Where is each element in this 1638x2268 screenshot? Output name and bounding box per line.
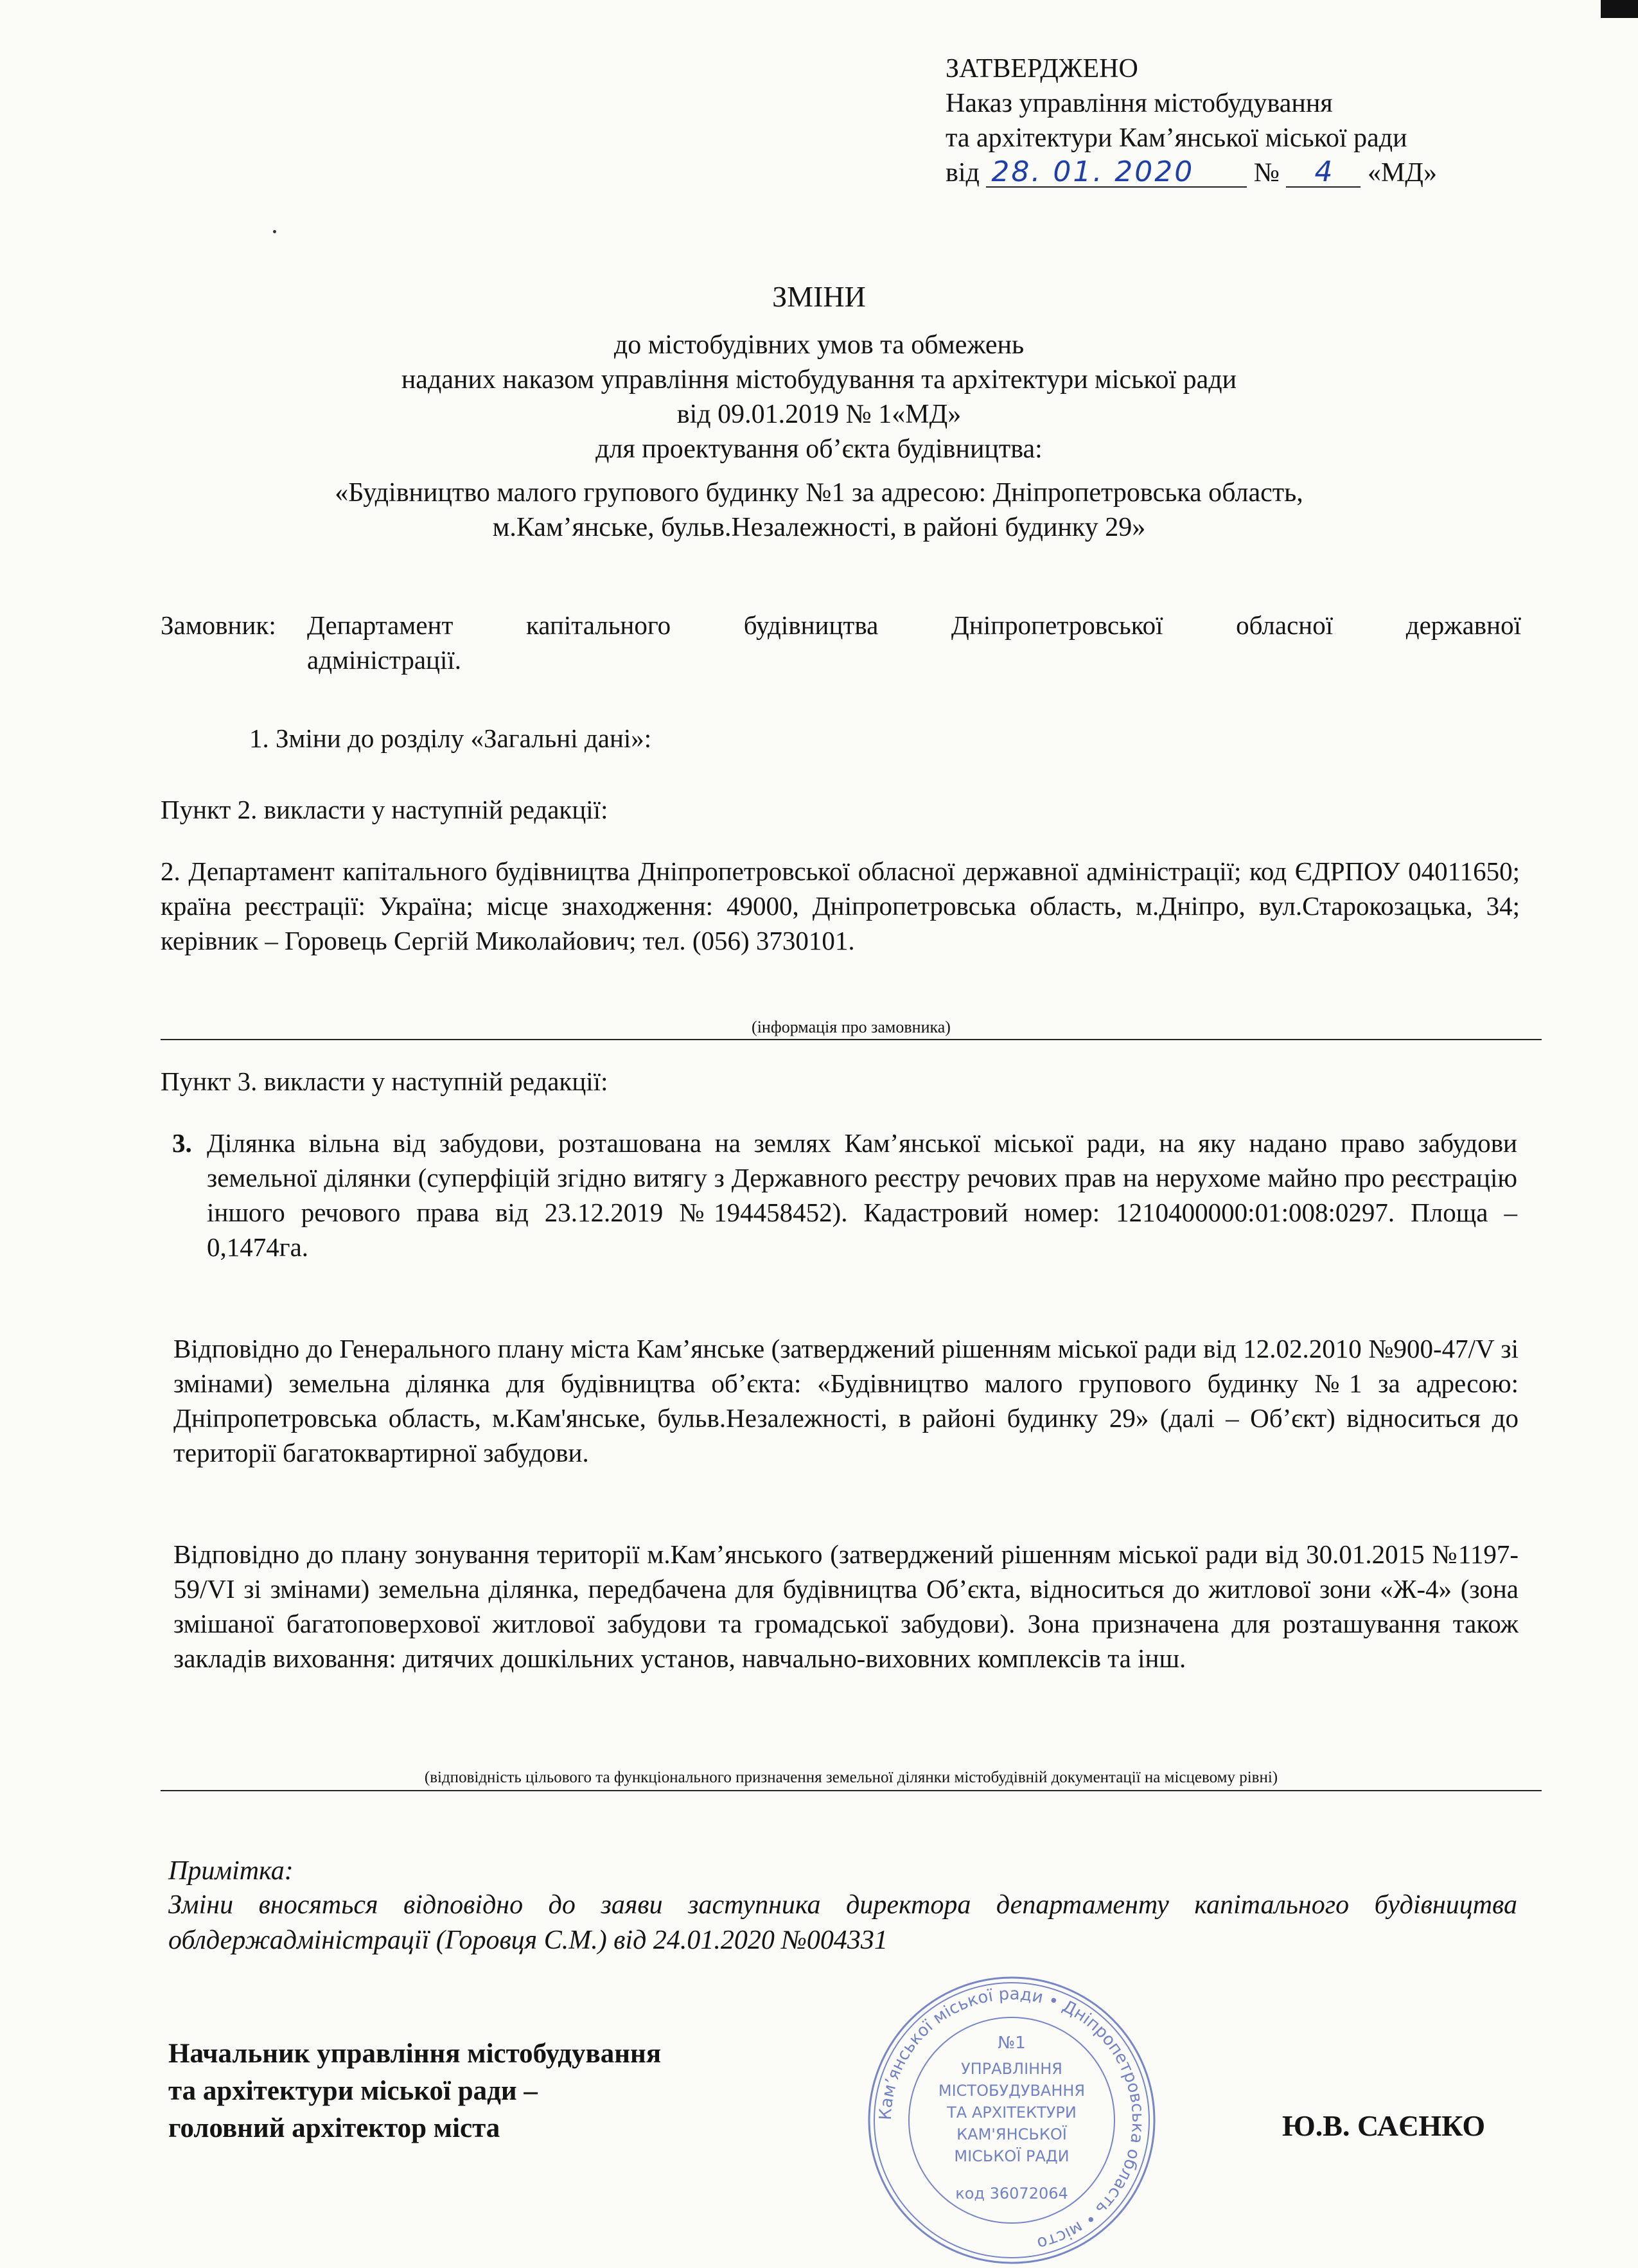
approval-line-1: Наказ управління містобудування <box>946 89 1333 118</box>
approval-number-suffix: «МД» <box>1367 158 1437 188</box>
customer-value-line-1: Департамент капітального будівництва Дніпропетровської обласної державної <box>307 610 1521 640</box>
approval-date-prefix: від <box>946 158 980 188</box>
point-2-heading: Пункт 2. викласти у наступній редакції: <box>161 795 608 824</box>
section-1-heading: 1. Зміни до розділу «Загальні дані»: <box>249 723 652 753</box>
object-name-line-2: м.Кам’янське, бульв.Незалежності, в районі будинку 29» <box>492 513 1146 542</box>
approval-handwritten-number: 4 <box>1286 158 1361 188</box>
point-2-caption: (інформація про замовника) <box>752 1018 951 1036</box>
point-3-paragraph-2: Відповідно до Генерального плану міста Кам’янське (затверджений рішенням міської ради від 12.02.2010 №900-47/V зі змінами) земельна ділянка для будівництва об’єкта: «Будівництво малого групового будинку №1 за адресою: Дніпропетровська область, м.Кам'янське, бульв.Незалежності, в районі будинку 29» (далі – Об’єкт) відноситься до території багатоквартирної забудови. <box>173 1334 1519 1467</box>
point-2-underline <box>161 1039 1542 1040</box>
stamp-line-5: КАМ'ЯНСЬКОЇ <box>956 2125 1067 2143</box>
heading-line-2: від 09.01.2019 № 1«МД» <box>676 400 962 429</box>
stamp-line-6: МІСЬКОЇ РАДИ <box>954 2147 1070 2165</box>
signatory-position-line-1: Начальник управління містобудування <box>168 2039 662 2069</box>
stamp-ring-text: Кам’янської міської ради • Дніпропетровська область • місто <box>876 1984 1148 2253</box>
approval-title: ЗАТВЕРДЖЕНО <box>946 54 1138 84</box>
point-3-paragraph-3: Відповідно до плану зонування території м.Кам’янського (затверджений рішенням міської ради від 30.01.2015 №1197-59/VI зі змінами) земельна ділянка, передбачена для будівництва Об’єкта, відноситься до житлової зони «Ж-4» (зона змішаної багатоповерхової житлової забудови та громадської забудови). Зона призначена для розташування також закладів виховання: дитячих дошкільних установ, навчально-виховних комплексів та інш. <box>173 1539 1519 1673</box>
document-title: ЗМІНИ <box>772 280 866 313</box>
heading-line-3: для проектування об’єкта будівництва: <box>595 434 1043 464</box>
note-text: Зміни вносяться відповідно до заяви заступника директора департаменту капітального будівництва облдержадміністрації (Горовця С.М.) від 24.01.2020 №004331 <box>168 1890 1517 1955</box>
stamp-line-3: МІСТОБУДУВАННЯ <box>938 2082 1086 2100</box>
approval-date-line <box>946 155 1437 190</box>
stamp-line-1: №1 <box>998 2033 1026 2053</box>
signatory-position-line-2: та архітектури міської ради – <box>168 2076 538 2106</box>
object-name-line-1: «Будівництво малого групового будинку №1 за адресою: Дніпропетровська область, <box>335 478 1303 508</box>
scan-corner-mark <box>1601 0 1638 18</box>
point-2-text: 2. Департамент капітального будівництва Дніпропетровської обласної державної адміністрації; код ЄДРПОУ 04011650; країна реєстрації: Україна; місце знаходження: 49000, Дніпропетровська область, м.Дніпро, вул.Старокозацька, 34; керівник – Горовець Сергій Миколайович; тел. (056) 3730101. <box>161 856 1520 955</box>
stamp-line-4: ТА АРХІТЕКТУРИ <box>947 2104 1077 2122</box>
approval-handwritten-date: 28. 01. 2020 <box>986 158 1247 188</box>
approval-number-prefix: № <box>1253 158 1280 188</box>
stamp-line-2: УПРАВЛІННЯ <box>961 2060 1062 2078</box>
point-3-heading: Пункт 3. викласти у наступній редакції: <box>161 1067 608 1096</box>
point-3-number: 3. <box>172 1128 192 1158</box>
signatory-position-line-3: головний архітектор міста <box>168 2113 500 2143</box>
approval-block <box>946 51 1437 190</box>
point-3-caption: (відповідність цільового та функціонального призначення земельної ділянки містобудівній документації на місцевому рівні) <box>424 1769 1278 1786</box>
customer-value-line-2: адміністрації. <box>307 645 462 675</box>
customer-value <box>307 608 1521 677</box>
official-stamp <box>864 1972 1159 2268</box>
scan-speck <box>273 230 276 233</box>
note-title: Примітка: <box>168 1856 294 1886</box>
point-3-paragraph-1: Ділянка вільна від забудови, розташована на землях Кам’янської міської ради, на яку надано право забудови земельної ділянки (суперфіцій згідно витягу з Державного реєстру речових прав на нерухоме майно про реєстрацію іншого речового права від 23.12.2019 №194458452). Кадастровий номер: 1210400000:01:008:0297. Площа – 0,1474га. <box>207 1128 1517 1262</box>
signatory-name: Ю.В. САЄНКО <box>1282 2109 1486 2142</box>
document-subtitle: до містобудівних умов та обмежень <box>613 330 1025 360</box>
heading-line-1: наданих наказом управління містобудування та архітектури міської ради <box>401 365 1237 394</box>
point-3-underline <box>161 1790 1542 1791</box>
customer-label: Замовник: <box>161 610 276 640</box>
approval-line-2: та архітектури Кам’янської міської ради <box>946 123 1407 153</box>
stamp-code: код 36072064 <box>955 2184 1068 2202</box>
signatory-position <box>168 2035 661 2147</box>
